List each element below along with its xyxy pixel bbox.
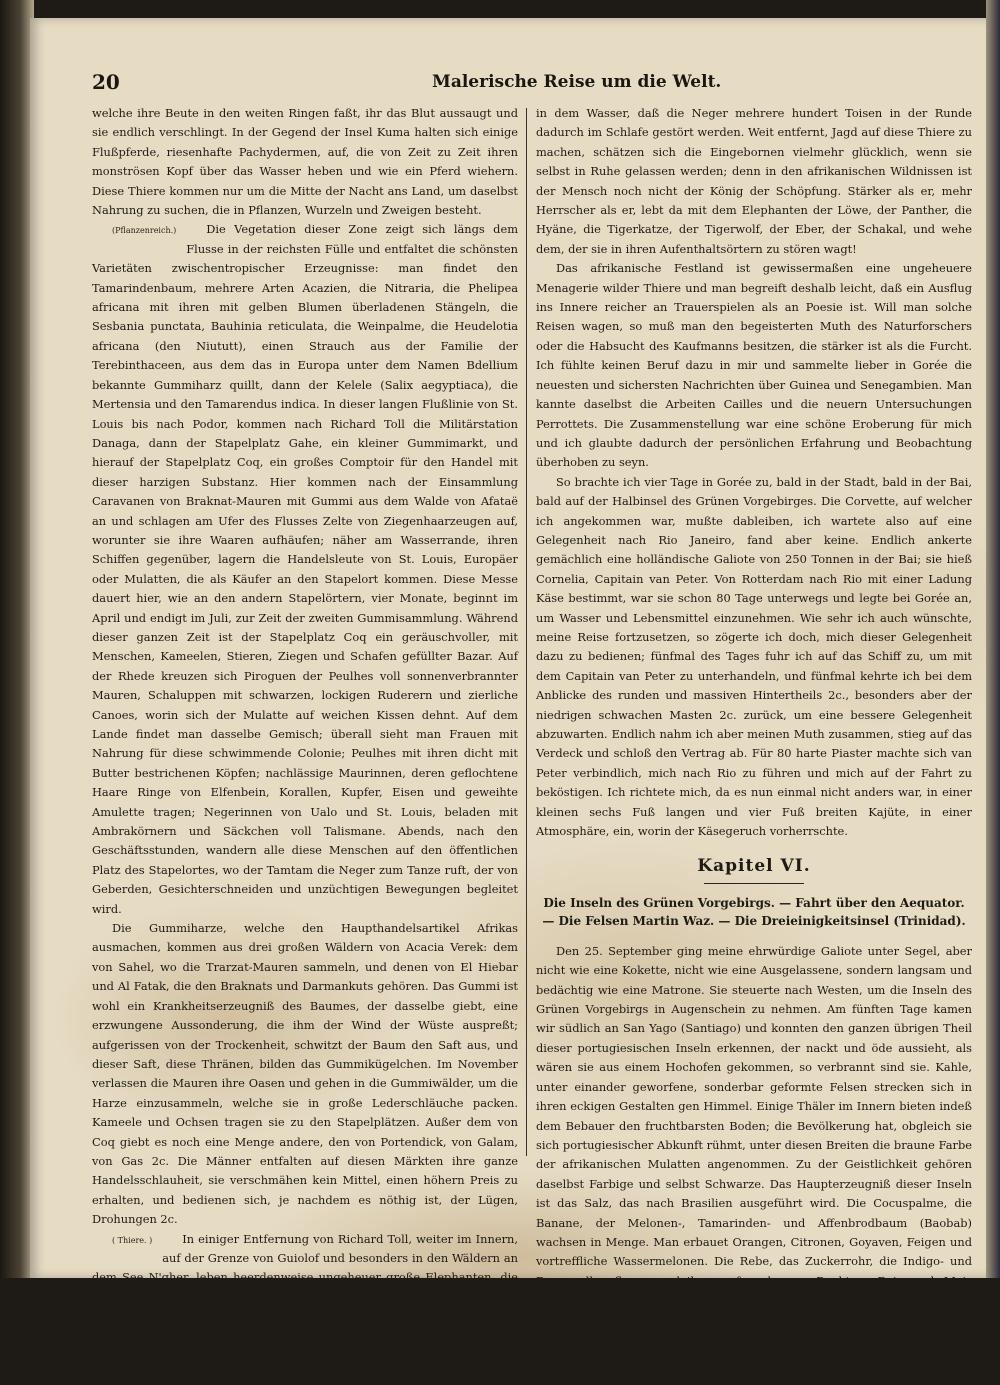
left-paragraph-4 [92,1230,518,1385]
chapter-summary: Die Inseln des Grünen Vorgebirgs. — Fahrt über den Aequator. — Die Felsen Martin Waz. — Die Dreieinigkeitsinsel (Trinidad). [542,895,966,928]
right-paragraph-3: So brachte ich vier Tage in Gorée zu, bald in der Stadt, bald in der Bai, bald auf der Halbinsel des Grünen Vorgebirges. Die Corvette, auf welcher ich angekommen war, mußte dableiben, ich wartete also auf eine Gelegenheit nach Rio Janeiro, fand aber keine. Endlich ankerte gemächlich eine holländische Galiote von 250 Tonnen in der Bai; sie hieß Cornelia, Capitain van Peter. Von Rotterdam nach Rio mit einer Ladung Käse bestimmt, war sie schon 80 Tage unterwegs und legte bei Gorée an, um Wasser und Lebensmittel einzunehmen. Wie sehr ich auch wünschte, meine Reise fortzusetzen, so zögerte ich doch, mich dieser Gelegenheit dazu zu bedienen; fünfmal des Tages fuhr ich auf das Schiff zu, um mit dem Capitain van Peter zu unterhandeln, und fünfmal kehrte ich bei dem Anblicke des runden und massiven Hintertheils 2c., besonders aber der niedrigen schwachen Masten 2c. zurück, um eine bessere Gelegenheit abzuwarten. Endlich nahm ich aber meinen Muth zusammen, stieg auf das Verdeck und schloß den Vertrag ab. Für 80 harte Piaster machte sich van Peter verbindlich, mich nach Rio zu führen und mich auf der Fahrt zu beköstigen. Ich richtete mich, da es nun einmal nicht anders war, in einer kleinen sechs Fuß langen und vier Fuß breiten Kajüte, in einer Atmosphäre, ein, worin der Käsegeruch vorherrschte. [536,474,972,839]
right-column [536,104,972,1327]
left-column [92,104,518,1382]
right-paragraph-2: Das afrikanische Festland ist gewissermaßen eine ungeheuere Menagerie wilder Thiere und man begreift deshalb leicht, daß ein Ausflug ins Innere reicher an Trauerspielen als an Poesie ist. Will man solche Reisen wagen, so muß man den begeisterten Muth des Naturforschers oder die Habsucht des Kaufmanns besitzen, die stärker ist als die Furcht. Ich fühlte keinen Beruf dazu in mir und sammelte lieber in Gorée die neuesten und sichersten Nachrichten über Guinea und Senegambien. Man kannte daselbst die Arbeiten Cailles und die neuern Untersuchungen Perrottets. Die Zusammenstellung war eine schöne Eroberung für mich und ich glaubte dadurch der persönlichen Erfahrung und Beobachtung überhoben zu seyn. [536,261,972,470]
book-binding-edge [0,0,34,1278]
left-paragraph-1: welche ihre Beute in den weiten Ringen faßt, ihr das Blut aussaugt und sie endlich verschlingt. In der Gegend der Insel Kuma halten sich einige Flußpferde, riesenhafte Pachydermen, auf, die von Zeit zu Zeit ihren monströsen Kopf über das Wasser heben und wie ein Pferd wiehern. Diese Thiere kommen nur um die Mitte der Nacht ans Land, um daselbst Nahrung zu suchen, die in Pflanzen, Wurzeln und Zweigen besteht. [92,106,518,218]
page-number: 20 [92,70,120,94]
left-paragraph-2-text: Die Vegetation dieser Zone zeigt sich längs dem Flusse in der reichsten Fülle und entfaltet die schönsten Varietäten zwischentropischer Erzeugnisse: man findet den Tamarindenbaum, mehrere Arten Acazien, die Nitraria, die Phelipea africana mit ihren mit gelben Blumen überladenen Stängeln, die Sesbania punctata, Bauhinia reticulata, die Weinpalme, die Heudelotia africana (den Niututt), einen Strauch aus der Familie der Terebinthaceen, aus dem das in Europa unter dem Namen Bdellium bekannte Gummiharz quillt, dann der Kelele (Salix aegyptiaca), die Mertensia und den Tamarendus indica. In dieser langen Flußlinie von St. Louis bis nach Podor, kommen nach Richard Toll die Militärstation Danaga, dann der Stapelplatz Gahe, ein kleiner Gummimarkt, und hierauf der Stapelplatz Coq, ein großes Comptoir für den Handel mit dieser harzigen Substanz. Hier kommen nach der Einsammlung Caravanen von Braknat-Mauren mit Gummi aus dem Walde von Afataë an und schlagen am Ufer des Flusses Zelte von Ziegenhaarzeugen auf, worunter sie ihre Waaren aufhäufen; näher am Wasserrande, ihren Schiffen gegenüber, lagern die Handelsleute von St. Louis, Europäer oder Mulatten, die als Käufer an den Stapelort kommen. Diese Messe dauert hier, wie an den andern Stapelörtern, vier Monate, beginnt im April und endigt im Juli, zur Zeit der zweiten Gummisammlung. Während dieser ganzen Zeit ist der Stapelplatz Coq ein geräuschvoller, mit Menschen, Kameelen, Stieren, Ziegen und Schafen gefüllter Bazar. Auf der Rhede kreuzen sich Piroguen der Peulhes voll sonnenverbrannter Mauren, Schaluppen mit schwarzen, lockigen Ruderern und zierliche Canoes, worin sich der Mulatte auf weichen Kissen dehnt. Auf dem Lande findet man dasselbe Gemisch; überall sieht man Frauen mit Nahrung für diese schwimmende Colonie; Peulhes mit ihren dicht mit Butter bestrichenen Köpfen; nachlässige Maurinnen, deren geflochtene Haare Ringe von Elfenbein, Korallen, Kupfer, Eisen und geweihte Amulette tragen; Negerinnen von Ualo und St. Louis, beladen mit Ambrakörnern und Säckchen voll Talismane. Abends, nach den Geschäftsstunden, wandern alle diese Menschen auf den öffentlichen Platz des Stapelortes, wo der Tamtam die Neger zum Tanze ruft, der von Geberden, Gesichterschneiden und unzüchtigen Bewegungen begleitet wird. [92,222,518,916]
left-paragraph-4-text: In einiger Entfernung von Richard Toll, weiter im Innern, auf der Grenze von Guiolof und besonders in den Wäldern an dem See N'gher, leben heerdenweise ungeheuer große Elephanten, die hier zahlreicher und wilder sind als in irgend einem andern Theile von Afrika. Des Nachts, wenn alles still ist, kommen diese Pachydermen in Heerden an ihre Tränke am See neben dem Städtchen Serr, sammeln sich daselbst zu Hunderten, weiden da und wälzen sich mit solchem Lärme [92,1231,518,1382]
left-paragraph-2 [92,220,518,919]
right-paragraph-1: in dem Wasser, daß die Neger mehrere hundert Toisen in der Runde dadurch im Schlafe gestört werden. Weit entfernt, Jagd auf diese Thiere zu machen, schätzen sich die Eingebornen vielmehr glücklich, wenn sie selbst in Ruhe gelassen werden; denn in den afrikanischen Wildnissen ist der Mensch noch nicht der König der Schöpfung. Stärker als er, mehr Herrscher als er, lebt da mit dem Elephanten der Löwe, der Panther, die Hyäne, die Tigerkatze, der Tigerwolf, der Eber, der Schakal, und wehe dem, der sie in ihren Aufenthaltsörtern zu stören wagt! [536,106,972,256]
right-paragraph-4: Den 25. September ging meine ehrwürdige Galiote unter Segel, aber nicht wie eine Kokette, nicht wie eine Ausgelassene, sondern langsam und bedächtig wie eine Matrone. Sie steuerte nach Westen, um die Inseln des Grünen Vorgebirgs in Augenschein zu nehmen. Am fünften Tage kamen wir südlich an San Yago (Santiago) und konnten den ganzen übrigen Theil dieser portugiesischen Inseln erkennen, der nackt und öde aussieht, als wären sie aus einem Hochofen gekommen, so verbrannt sind sie. Kahle, unter einander geworfene, sonderbar geformte Felsen strecken sich in ihren eckigen Gestalten gen Himmel. Einige Thäler im Innern bieten indeß dem Bebauer den fruchtbarsten Boden; die Bevölkerung hat, obgleich sie sich portugiesischer Abkunft rühmt, unter diesen Breiten die braune Farbe der afrikanischen Mulatten angenommen. Zu der Geistlichkeit gehören daselbst Farbige und selbst Schwarze. Das Haupterzeugniß dieser Inseln ist das Salz, das nach Brasilien ausgeführt wird. Die Cocuspalme, die Banane, der Melonen-, Tamarinden- und Affenbrodbaum (Baobab) wachsen in Menge. Man erbauet Orangen, Citronen, Goyaven, Feigen und vortreffliche Wassermelonen. Die Rebe, das Zuckerrohr, die Indigo- und Baumwollenpflanze gedeihen auf mehreren Punkten. Reis und Mais wächst in Regenjahren, herrscht aber Trockenheit, so verdorren und verbrennen [536,943,972,1327]
chapter-rule [704,883,804,884]
page-right-edge [986,0,1000,1278]
left-paragraph-3: Die Gummiharze, welche den Haupthandelsartikel Afrikas ausmachen, kommen aus drei großen Wäldern von Acacia Verek: dem von Sahel, wo die Trarzat-Mauren sammeln, und denen von El Hiebar und Al Fatak, die den Braknats und Darmankuts gehören. Das Gummi ist wohl ein Krankheitserzeugniß des Baumes, der dasselbe giebt, eine erzwungene Aussonderung, die ihm der Wind der Wüste auspreßt; aufgerissen von der Trockenheit, schwitzt der Baum den Saft aus, und dieser Saft, diese Thränen, bilden das Gummikügelchen. Im November verlassen die Mauren ihre Oasen und gehen in die Gummiwälder, um die Harze einzusammeln, welche sie in große Lederschläuche packen. Kameele und Ochsen tragen sie zu den Stapelplätzen. Außer dem von Coq giebt es noch eine Menge andere, den von Portendick, von Galam, von Gas 2c. Die Männer entfalten auf diesen Märkten ihre ganze Handelsschlauheit, sie verschmähen kein Mittel, einen höhern Preis zu erhalten, und bedienen sich, je nachdem es nöthig ist, der Lügen, Drohungen 2c. [92,921,518,1227]
margin-note-plants: (Pflanzenreich.) [112,226,177,236]
chapter-title: Kapitel VI. [697,856,811,877]
margin-note-animals: ( Thiere. ) [112,1235,153,1245]
column-divider [526,108,527,1156]
running-title: Malerische Reise um die Welt. [432,72,722,92]
